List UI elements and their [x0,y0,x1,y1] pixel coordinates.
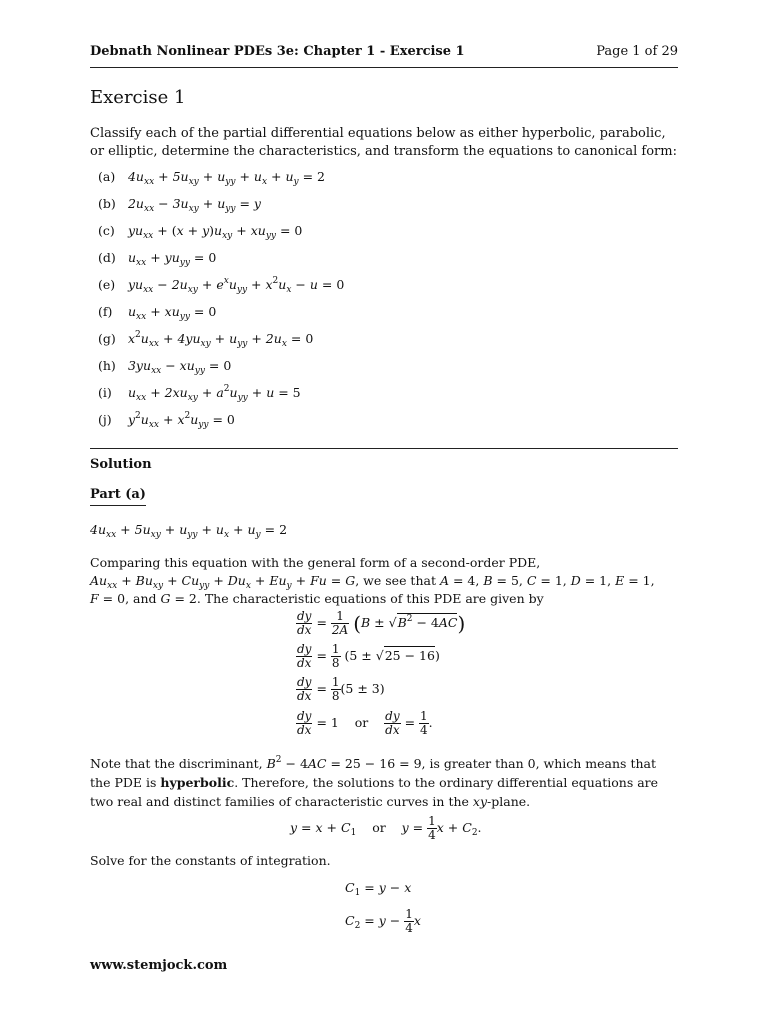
constant-line: $C_2 = y$ − $\frac{1}{4}$ x [345,907,421,935]
derivation-line: $\frac{dy}{dx}$ = $\frac{1}{8}$ (5 ± 3) [297,675,385,703]
section-rule [90,448,678,449]
problem-item: (f) $u_{xx} + xu_{yy} = 0$ [98,304,217,322]
problem-item: (j) $y^2u_{xx} + x^2u_{yy} = 0$ [98,411,235,430]
problem-list [98,168,658,438]
integration-constants [345,878,421,938]
problem-item: (a) $4u_{xx} + 5u_{xy} + u_{yy} + u_x + u_y = 2$ [98,169,326,187]
derivation-line: $\frac{dy}{dx}$ = $\frac{1}{2A}$ $(B \pm √B^2 - 4AC)$ [297,609,466,637]
header-rule [90,67,678,68]
solution-heading: Solution [90,457,152,472]
problem-item: (g) $x^2u_{xx} + 4yu_{xy} + u_{yy} + 2u_x = 0$ [98,330,314,349]
constant-line: $C_1 = y - x$ [345,880,412,898]
header-title: Debnath Nonlinear PDEs 3e: Chapter 1 - Exercise 1 [90,44,465,59]
derivation-line: $\frac{dy}{dx}$ = $\frac{1}{8}$ (5 ± √25 − 16) [297,642,440,670]
problem-item: (d) $u_{xx} + yu_{yy} = 0$ [98,250,217,268]
part-heading: Part (a) [90,486,146,506]
characteristic-curves: $y = x + C_1$ or y = $\frac{1}{4}$ $x + C_2$. [290,814,482,842]
footer-url[interactable]: www.stemjock.com [90,958,228,973]
exercise-intro: Classify each of the partial differential equations below as either hyperbolic, parabolic, or elliptic, determine the characteristics, and transform the equations to canonical form: [90,126,677,159]
problem-item: (e) $yu_{xx} - 2u_{xy} + e^xu_{yy} + x^2u_x - u = 0$ [98,276,345,295]
problem-item: (h) $3yu_{xx} - xu_{yy} = 0$ [98,358,232,376]
solve-constants-text: Solve for the constants of integration. [90,853,331,868]
discriminant-paragraph: Note that the discriminant, $B^2 - 4AC = 25 - 16 = 9$, is greater than 0, which means that the PDE is hyperbolic. Therefore, the solutions to the ordinary differential equations are two real and distinct families of characteristic curves in the xy-plane. [90,755,659,809]
part-a-equation: $4u_{xx} + 5u_{xy} + u_{yy} + u_x + u_y = 2$ [90,522,288,540]
page-number: Page 1 of 29 [596,44,678,59]
derivation-line: $\frac{dy}{dx}$ = 1 or $\frac{dy}{dx}$ = $\frac{1}{4}$ . [297,709,433,737]
problem-item: (i) $u_{xx} + 2xu_{xy} + a^2u_{yy} + u = 5$ [98,384,301,403]
problem-item: (c) $yu_{xx} + (x + y)u_{xy} + xu_{yy} = 0$ [98,223,303,241]
comparison-paragraph: Comparing this equation with the general form of a second-order PDE, $Au_{xx} + Bu_{xy} + Cu_{yy} + Du_x + Eu_y + Fu = G$, we see that A = 4, B = 5, C = 1, D = 1, E = 1, F = 0, and G = 2. The characteristic equations of this PDE are given by [90,555,655,606]
problem-item: (b) $2u_{xx} - 3u_{xy} + u_{yy} = y$ [98,196,261,214]
page-header [90,43,678,63]
exercise-title: Exercise 1 [90,87,186,108]
